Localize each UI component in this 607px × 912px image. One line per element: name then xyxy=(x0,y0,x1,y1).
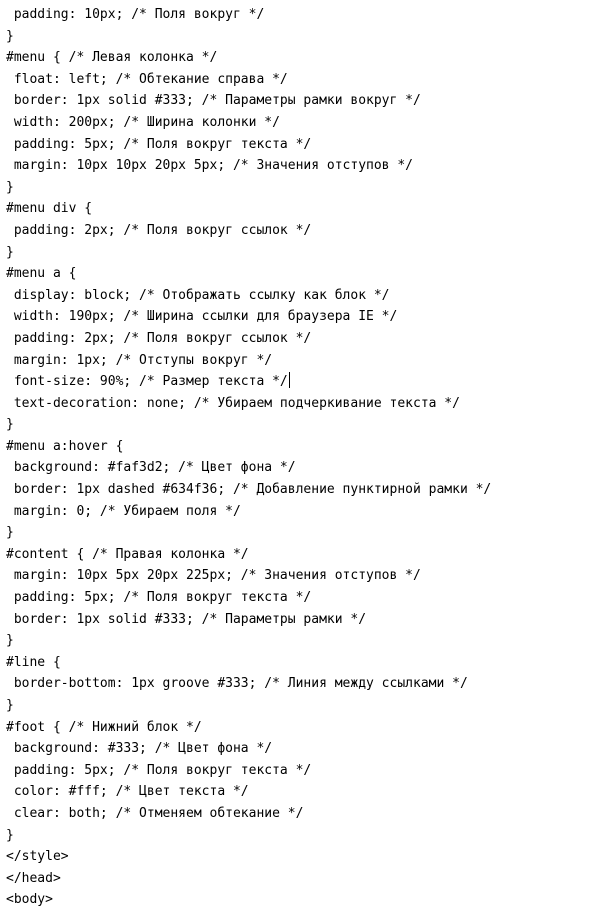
code-line xyxy=(6,889,607,911)
code-line xyxy=(6,112,607,134)
code-line-text: clear: both; /* Отменяем обтекание */ xyxy=(6,805,304,821)
code-line-text: } xyxy=(6,28,14,44)
code-line xyxy=(6,846,607,868)
code-line xyxy=(6,263,607,285)
code-line xyxy=(6,868,607,890)
code-line-text: #content { /* Правая колонка */ xyxy=(6,546,249,562)
code-line-text: #menu div { xyxy=(6,201,93,217)
code-line xyxy=(6,673,607,695)
code-line-text: margin: 1px; /* Отступы вокруг */ xyxy=(6,352,273,368)
code-line-text: <body> xyxy=(6,892,53,908)
code-line xyxy=(6,825,607,847)
code-line xyxy=(6,285,607,307)
code-line xyxy=(6,695,607,717)
code-line xyxy=(6,414,607,436)
code-line-text: </head> xyxy=(6,870,61,886)
code-line xyxy=(6,760,607,782)
code-line xyxy=(6,479,607,501)
code-line xyxy=(6,781,607,803)
code-line-text: border-bottom: 1px groove #333; /* Линия между ссылками */ xyxy=(6,676,468,692)
code-line-text: font-size: 90%; /* Размер текста */ xyxy=(6,374,288,390)
code-line xyxy=(6,652,607,674)
code-line xyxy=(6,371,607,393)
code-line-text: padding: 5px; /* Поля вокруг текста */ xyxy=(6,762,312,778)
code-line xyxy=(6,69,607,91)
code-line xyxy=(6,501,607,523)
code-line xyxy=(6,134,607,156)
code-line-text: background: #faf3d2; /* Цвет фона */ xyxy=(6,460,296,476)
code-line-text: </style> xyxy=(6,849,69,865)
code-line-text: width: 200px; /* Ширина колонки */ xyxy=(6,114,280,130)
code-line xyxy=(6,350,607,372)
code-line-text: } xyxy=(6,244,14,260)
code-line-text: display: block; /* Отображать ссылку как блок */ xyxy=(6,287,390,303)
code-line xyxy=(6,436,607,458)
code-line xyxy=(6,90,607,112)
code-line-text: text-decoration: none; /* Убираем подчеркивание текста */ xyxy=(6,395,460,411)
code-line-text: #menu a { xyxy=(6,266,77,282)
code-line-text: } xyxy=(6,525,14,541)
text-cursor xyxy=(289,372,290,388)
code-line xyxy=(6,457,607,479)
code-line xyxy=(6,306,607,328)
code-line xyxy=(6,717,607,739)
code-line-text: } xyxy=(6,633,14,649)
code-line-text: border: 1px solid #333; /* Параметры рамки */ xyxy=(6,611,367,627)
code-line-text: padding: 5px; /* Поля вокруг текста */ xyxy=(6,136,312,152)
code-line xyxy=(6,544,607,566)
code-line-text: margin: 10px 10px 20px 5px; /* Значения отступов */ xyxy=(6,158,413,174)
code-line xyxy=(6,328,607,350)
code-line xyxy=(6,47,607,69)
code-line-text: padding: 2px; /* Поля вокруг ссылок */ xyxy=(6,222,312,238)
code-line-text: background: #333; /* Цвет фона */ xyxy=(6,741,273,757)
code-line xyxy=(6,155,607,177)
code-line-text: } xyxy=(6,827,14,843)
code-line xyxy=(6,26,607,48)
code-line xyxy=(6,630,607,652)
code-line xyxy=(6,177,607,199)
code-line-text: } xyxy=(6,417,14,433)
code-line xyxy=(6,803,607,825)
code-line-text: color: #fff; /* Цвет текста */ xyxy=(6,784,249,800)
code-line-text: width: 190px; /* Ширина ссылки для браузера IE */ xyxy=(6,309,398,325)
code-line-text: float: left; /* Обтекание справа */ xyxy=(6,71,288,87)
code-line xyxy=(6,393,607,415)
code-line xyxy=(6,220,607,242)
code-line xyxy=(6,565,607,587)
code-line-text: #menu { /* Левая колонка */ xyxy=(6,50,218,66)
code-line xyxy=(6,4,607,26)
code-line-text: #menu a:hover { xyxy=(6,438,124,454)
code-line xyxy=(6,587,607,609)
code-line-text: margin: 10px 5px 20px 225px; /* Значения отступов */ xyxy=(6,568,421,584)
code-line xyxy=(6,242,607,264)
code-line xyxy=(6,738,607,760)
code-line-text: padding: 10px; /* Поля вокруг */ xyxy=(6,7,265,22)
code-line xyxy=(6,198,607,220)
code-line-text: border: 1px solid #333; /* Параметры рамки вокруг */ xyxy=(6,93,421,109)
code-line-text: padding: 5px; /* Поля вокруг текста */ xyxy=(6,590,312,606)
code-line-text: border: 1px dashed #634f36; /* Добавление пунктирной рамки */ xyxy=(6,482,492,498)
code-line xyxy=(6,609,607,631)
code-line-text: #foot { /* Нижний блок */ xyxy=(6,719,202,735)
code-line-text: } xyxy=(6,698,14,713)
code-line-text: margin: 0; /* Убираем поля */ xyxy=(6,503,241,519)
code-line xyxy=(6,522,607,544)
code-line-text: padding: 2px; /* Поля вокруг ссылок */ xyxy=(6,330,312,346)
code-line-text: #line { xyxy=(6,654,61,670)
code-line-text: } xyxy=(6,179,14,195)
